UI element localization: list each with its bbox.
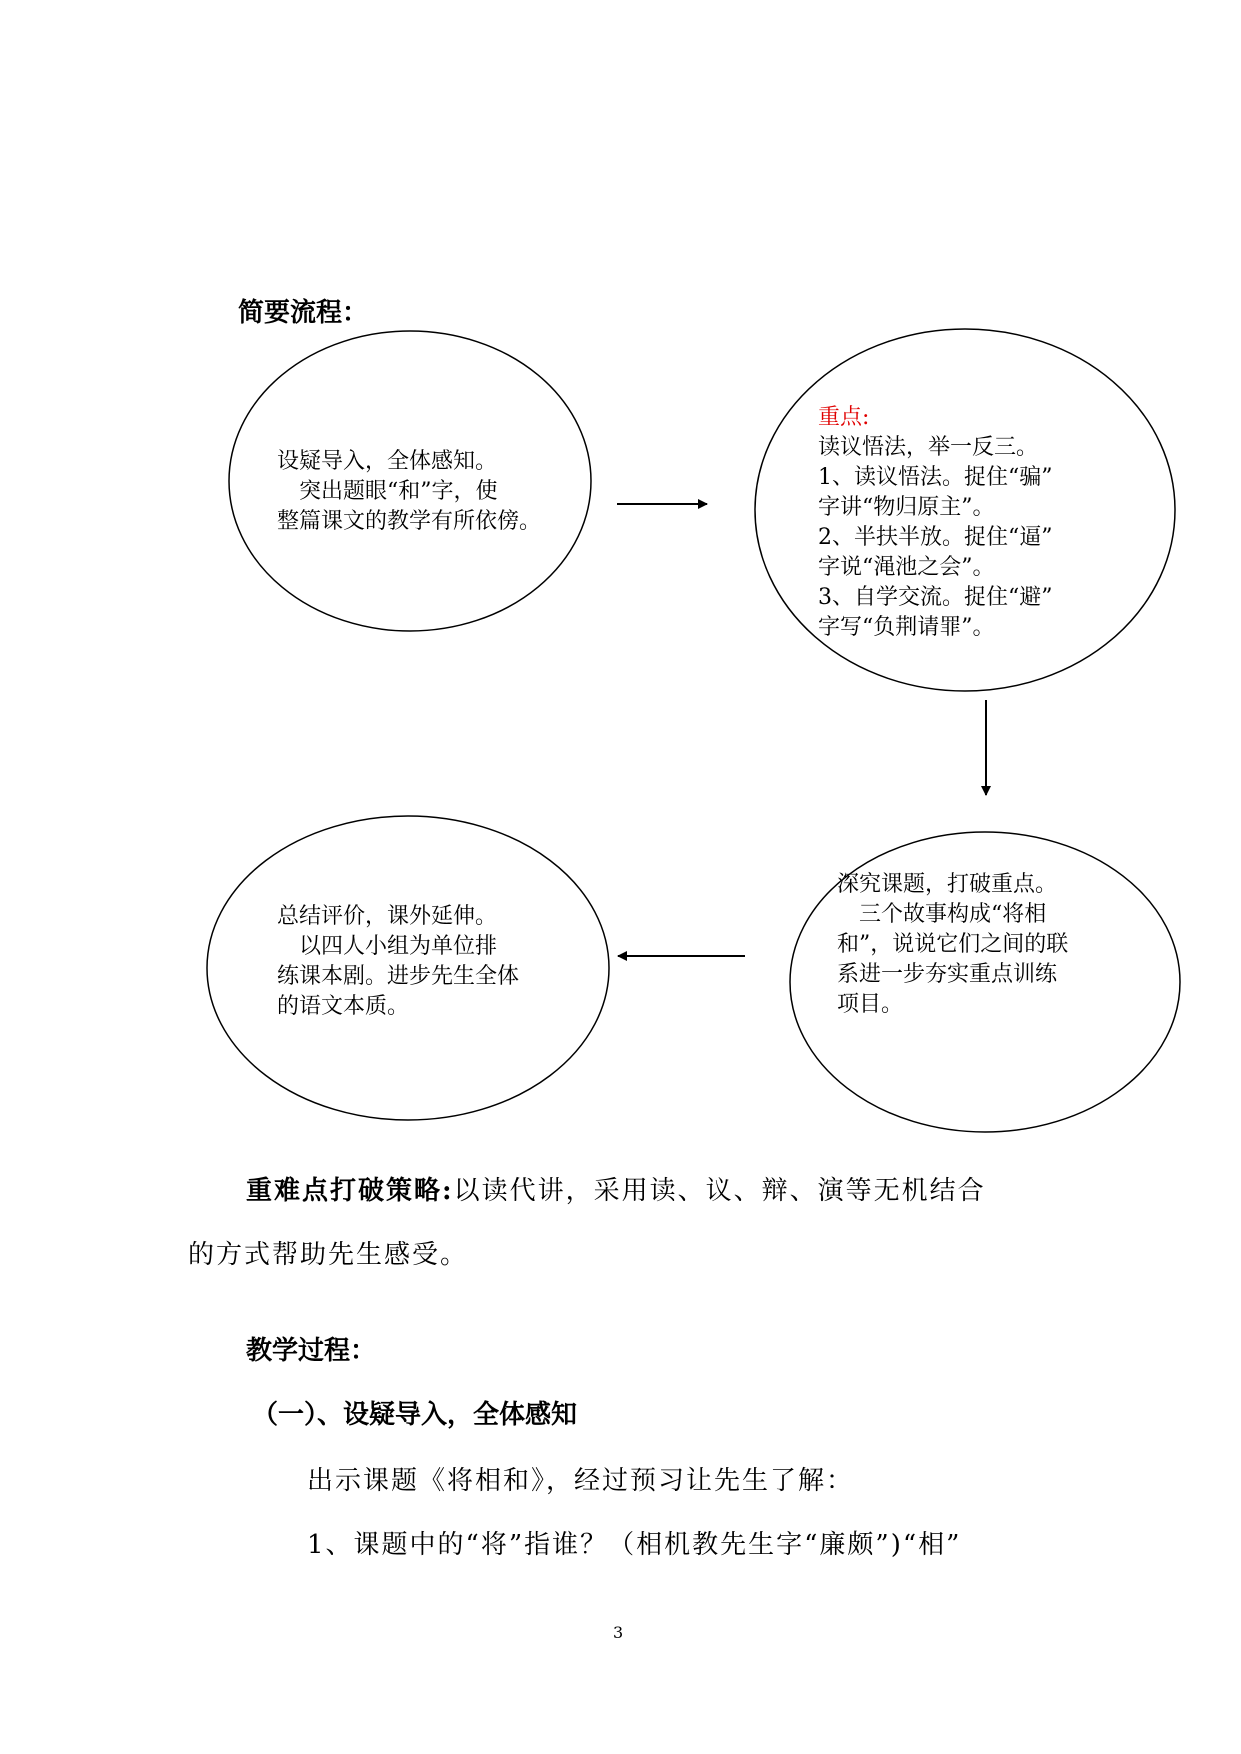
flow-step-3-line: 和”，说说它们之间的联 — [837, 932, 1069, 957]
process-paragraph-2: 1、课题中的“将”指谁？（相机教先生字“廉颇”)“相” — [307, 1530, 962, 1560]
flow-step-2-line: 3、自学交流。捉住“避” — [818, 585, 1053, 610]
flow-step-3-line: 系进一步夯实重点训练 — [837, 962, 1058, 987]
flow-step-1-line: 整篇课文的教学有所依傍。 — [277, 509, 542, 534]
flow-step-1-line: 突出题眼“和”字，使 — [299, 479, 498, 504]
process-paragraph-1: 出示课题《将相和》，经过预习让先生了解： — [307, 1466, 855, 1496]
flow-step-1-title: 设疑导入，全体感知。 — [277, 449, 498, 474]
flow-step-2-title: 读议悟法，举一反三。 — [818, 435, 1039, 460]
strategy-line-1 — [246, 1170, 986, 1207]
flow-step-4-line: 以四人小组为单位排 — [299, 934, 498, 959]
page-number: 3 — [613, 1623, 624, 1642]
strategy-text: 以读代讲，采用读、议、辩、演等无机结合 — [453, 1176, 986, 1206]
flow-step-2-line: 字说“渑池之会”。 — [818, 555, 995, 580]
strategy-label: 重难点打破策略: — [246, 1176, 454, 1206]
flow-step-2-label: 重点: — [818, 405, 870, 430]
strategy-line-2: 的方式帮助先生感受。 — [188, 1240, 469, 1270]
flow-step-2 — [818, 403, 1053, 643]
flow-step-3-line: 项目。 — [837, 992, 904, 1017]
flow-step-2-line: 2、半扶半放。捉住“逼” — [818, 525, 1053, 550]
flow-step-3-line: 三个故事构成“将相 — [859, 902, 1047, 927]
flow-step-1 — [277, 447, 541, 537]
flow-step-3 — [837, 870, 1068, 1020]
process-heading: 教学过程： — [246, 1336, 377, 1366]
page-heading: 简要流程： — [238, 298, 369, 328]
flow-step-4-title: 总结评价，课外延伸。 — [277, 904, 498, 929]
section-heading-1: （一）、设疑导入，全体感知 — [252, 1400, 578, 1430]
flow-step-4 — [277, 902, 519, 1022]
flow-step-2-line: 字讲“物归原主”。 — [818, 495, 995, 520]
flow-step-4-line: 的语文本质。 — [277, 994, 410, 1019]
flow-step-4-line: 练课本剧。进步先生全体 — [277, 964, 520, 989]
flow-step-2-line: 字写“负荆请罪”。 — [818, 615, 995, 640]
flow-step-3-title: 深究课题，打破重点。 — [837, 872, 1058, 897]
flow-step-2-line: 1、读议悟法。捉住“骗” — [818, 465, 1053, 490]
